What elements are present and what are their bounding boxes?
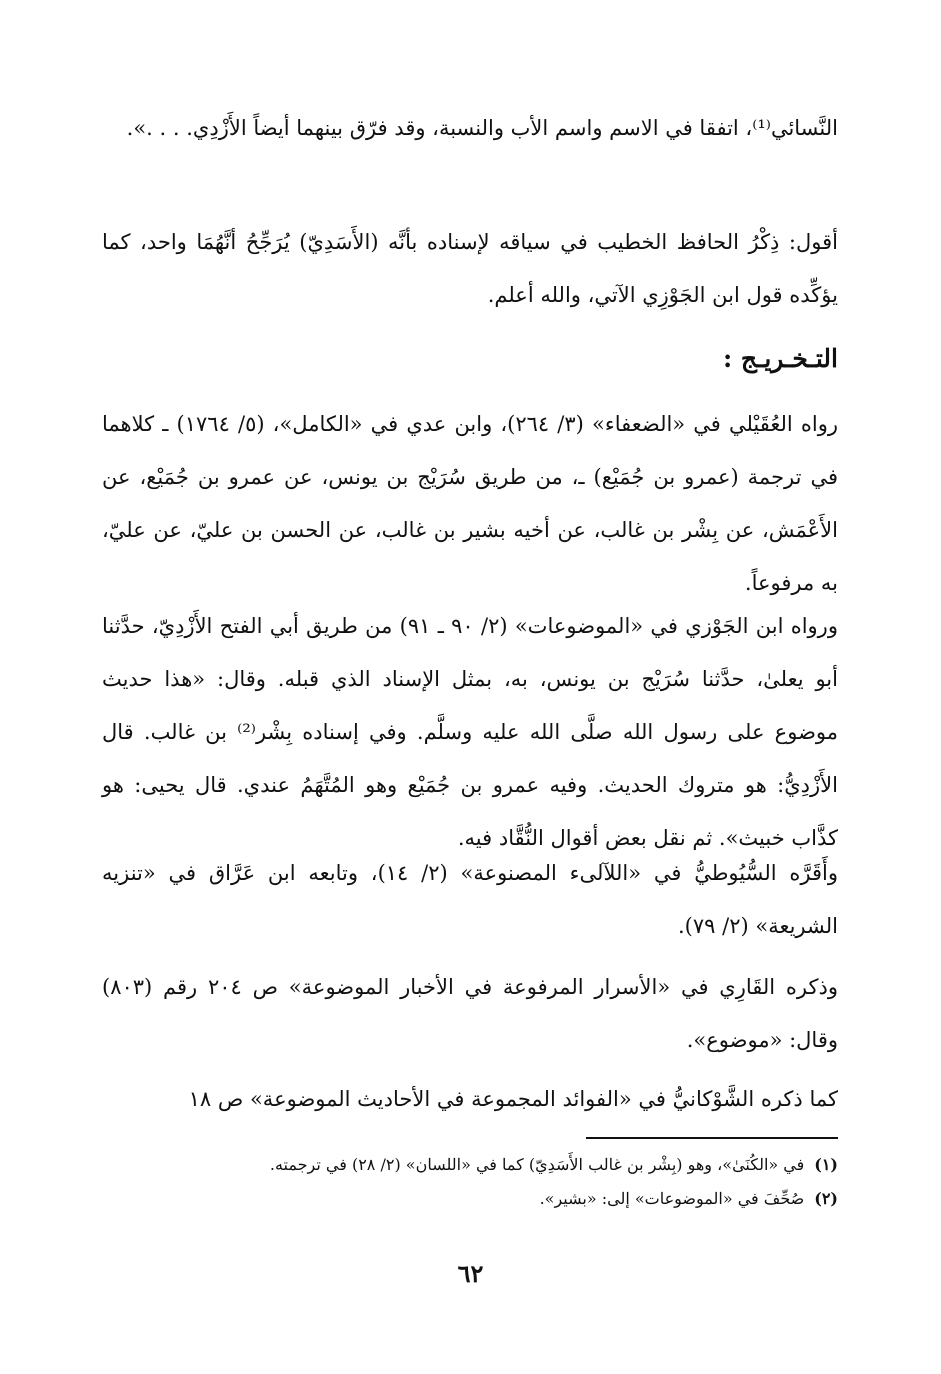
footnote-2 [102,1182,838,1216]
section-heading: التـخـريـج : [722,344,838,373]
footnotes [102,1148,838,1216]
footnote-divider [586,1137,838,1139]
paragraph-4: ورواه ابن الجَوْزي في «الموضوعات» (٢/ ٩٠ ـ ٩١) من طريق أبي الفتح الأَزْدِيّ، حدَّثنا أبو يعلىٰ، حدَّثنا سُرَيْج بن يونس، به، بمثل الإسناد الذي قبله. وقال: «هذا حديث موضوع على رسول الله صلَّى الله عليه وسلَّم. وفي إسناده بِشْر⁽²⁾ بن غالب. قال الأَزْدِيُّ: هو متروك الحديث. وفيه عمرو بن جُمَيْع وهو المُتَّهَمُ عندي. قال يحيى: هو كذَّاب خبيث». ثم نقل بعض أقوال النُّقَّاد فيه. [102,614,838,850]
footnote-2-number: (٢) [814,1189,838,1208]
footnote-1 [102,1148,838,1182]
paragraph-5: وأَقَرَّه السُّيُوطيُّ في «اللآلىء المصنوعة» (٢/ ١٤)، وتابعه ابن عَرَّاق في «تنزيه الشريعة» (٢/ ٧٩). [102,861,838,938]
paragraph-1: النَّسائي⁽¹⁾، اتفقا في الاسم واسم الأب والنسبة، وقد فرّق بينهما أيضاً الأَزْدِي. . . .». [126,116,838,140]
paragraph-2: أقول: ذِكْرُ الحافظ الخطيب في سياقه لإسناده بأنَّه (الأَسَدِيّ) يُرَجِّحُ أنَّهُمَا واحد، كما يؤكِّده قول ابن الجَوْزِي الآتي، والله أعلم. [102,230,838,307]
paragraph-7: كما ذكره الشَّوْكانيُّ في «الفوائد المجموعة في الأحاديث الموضوعة» ص ١٨ [188,1087,838,1111]
page-number: ٦٢ [457,1259,484,1288]
paragraph-6: وذكره القَارِي في «الأسرار المرفوعة في الأخبار الموضوعة» ص ٢٠٤ رقم (٨٠٣) وقال: «موضوع». [102,975,839,1052]
footnote-1-text: في «الكُنَىٰ»، وهو (بِشْر بن غالب الأَسَدِيّ) كما في «اللسان» (٢/ ٢٨) في ترجمته. [269,1155,805,1174]
paragraph-3: رواه العُقَيْلي في «الضعفاء» (٣/ ٢٦٤)، وابن عدي في «الكامل»، (٥/ ١٧٦٤) ـ كلاهما في ترجمة (عمرو بن جُمَيْع) ـ، من طريق سُرَيْج بن يونس، عن عمرو بن جُمَيْع، عن الأَعْمَش، عن بِشْر بن غالب، عن أخيه بشير بن غالب، عن الحسن بن عليّ، عن عليّ، به مرفوعاً. [102,412,838,595]
footnote-2-text: صُحِّفَ في «الموضوعات» إلى: «بشير». [539,1189,805,1208]
footnote-1-number: (١) [814,1155,838,1174]
